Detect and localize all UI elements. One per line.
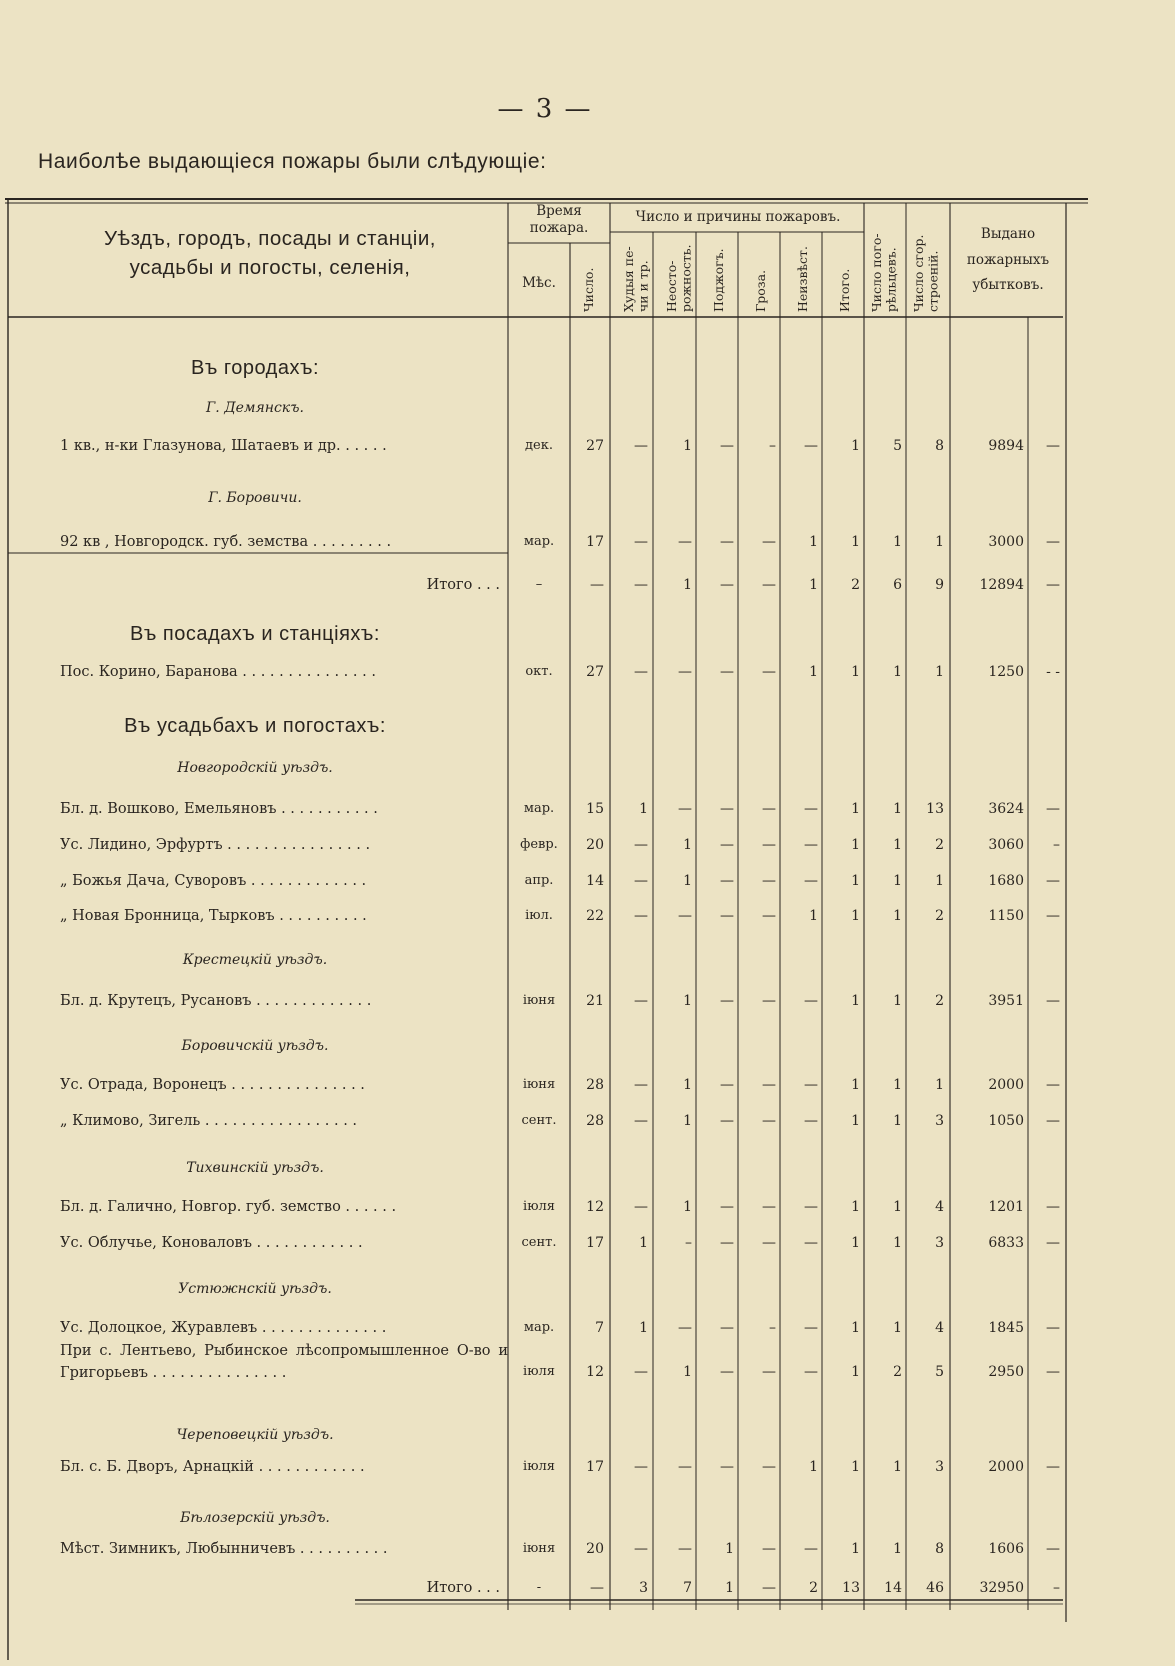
table-row-label bbox=[60, 1320, 508, 1336]
table-row-label bbox=[60, 908, 508, 924]
cell-cause-lightning: – bbox=[769, 1320, 776, 1336]
cell-victims: 2 bbox=[893, 1364, 902, 1380]
cell-buildings: 9 bbox=[935, 577, 944, 593]
cell-day: 20 bbox=[586, 1541, 604, 1557]
cell-cause-stoves: — bbox=[634, 438, 648, 454]
leader-dots: . . . . . . . . . bbox=[308, 534, 392, 550]
cell-victims: 6 bbox=[893, 577, 902, 593]
cell-cause-lightning: — bbox=[762, 664, 776, 680]
cell-cause-careless: — bbox=[678, 1459, 692, 1475]
cell-buildings: 4 bbox=[935, 1320, 944, 1336]
cell-cause-stoves: — bbox=[634, 1113, 648, 1129]
table-row-label bbox=[60, 873, 508, 889]
cell-day: 7 bbox=[595, 1320, 604, 1336]
row-label-text: Бл. д. Крутецъ, Русановъ bbox=[60, 993, 252, 1009]
cell-cause-arson: — bbox=[720, 908, 734, 924]
cell-day: — bbox=[590, 577, 604, 593]
cell-victims: 1 bbox=[893, 908, 902, 924]
cell-cause-unknown: — bbox=[804, 1235, 818, 1251]
cell-victims: 1 bbox=[893, 1077, 902, 1093]
cell-buildings: 8 bbox=[935, 1541, 944, 1557]
cell-cause-lightning: — bbox=[762, 908, 776, 924]
table-row-label bbox=[60, 1235, 508, 1251]
table-row-label bbox=[60, 993, 508, 1009]
leader-dots: . . . . . . . . . . . . . bbox=[246, 873, 367, 889]
place-cherepovets-uezd: Череповецкій уѣздъ. bbox=[176, 1427, 334, 1443]
cell-month: іюня bbox=[522, 1077, 556, 1092]
cell-cause-lightning: — bbox=[762, 1235, 776, 1251]
cell-buildings: 3 bbox=[935, 1113, 944, 1129]
cell-cause-unknown: — bbox=[804, 801, 818, 817]
place-tikhvin-uezd: Тихвинскій уѣздъ. bbox=[186, 1160, 324, 1176]
total-row-label bbox=[60, 577, 500, 593]
row-label-text: Ус. Лидино, Эрфуртъ bbox=[60, 837, 223, 853]
cell-cause-total: 1 bbox=[851, 1199, 860, 1215]
leader-dots: . . . . . . bbox=[340, 1199, 397, 1215]
cell-month: февр. bbox=[520, 837, 558, 852]
header-buildings: Число сгор. строеній. bbox=[911, 234, 941, 312]
table-row-label bbox=[60, 801, 508, 817]
cell-buildings: 2 bbox=[935, 837, 944, 853]
cell-buildings: 2 bbox=[935, 908, 944, 924]
cell-cause-total: 1 bbox=[851, 993, 860, 1009]
section-estates: Въ усадьбахъ и погостахъ: bbox=[124, 715, 386, 737]
cell-cause-arson: — bbox=[720, 438, 734, 454]
cell-cause-careless: 1 bbox=[683, 993, 692, 1009]
cell-victims: 1 bbox=[893, 1459, 902, 1475]
cell-cause-total: 1 bbox=[851, 1541, 860, 1557]
cell-buildings: 46 bbox=[926, 1580, 944, 1596]
cell-cause-careless: 1 bbox=[683, 873, 692, 889]
cell-day: 17 bbox=[586, 534, 604, 550]
row-label-text: 1 кв., н-ки Глазунова, Шатаевъ и др. bbox=[60, 438, 341, 454]
cell-paid: 3951 bbox=[988, 993, 1024, 1009]
cell-cause-careless: 1 bbox=[683, 837, 692, 853]
leader-dots: . . . . . . . . . . . . bbox=[253, 1459, 365, 1475]
cell-cause-unknown: 1 bbox=[809, 534, 818, 550]
row-label-text: Пос. Корино, Баранова bbox=[60, 664, 238, 680]
table-row-label bbox=[60, 1113, 508, 1129]
row-label-text: 92 кв , Новгородск. губ. земства bbox=[60, 534, 309, 550]
cell-extra: — bbox=[1046, 993, 1060, 1009]
cell-day: 27 bbox=[586, 438, 604, 454]
cell-day: 14 bbox=[586, 873, 604, 889]
cell-extra: — bbox=[1046, 534, 1060, 550]
cell-cause-total: 1 bbox=[851, 1113, 860, 1129]
cell-extra: — bbox=[1046, 908, 1060, 924]
cell-extra: — bbox=[1046, 873, 1060, 889]
cell-victims: 1 bbox=[893, 1235, 902, 1251]
header-main: Уѣздъ, городъ, посады и станціи, усадьбы и погосты, селенія, bbox=[103, 227, 436, 279]
leader-dots: . . . bbox=[472, 577, 500, 593]
cell-victims: 1 bbox=[893, 1320, 902, 1336]
intro-text: Наиболѣе выдающіеся пожары были слѣдующіе: bbox=[38, 150, 547, 173]
cell-victims: 1 bbox=[893, 873, 902, 889]
cell-extra: — bbox=[1046, 1199, 1060, 1215]
cell-month: - bbox=[536, 1580, 542, 1595]
cell-cause-careless: 1 bbox=[683, 1199, 692, 1215]
table-row-label bbox=[60, 1459, 508, 1475]
cell-cause-unknown: — bbox=[804, 1077, 818, 1093]
cell-cause-unknown: 1 bbox=[809, 664, 818, 680]
cell-cause-unknown: — bbox=[804, 873, 818, 889]
cell-cause-lightning: — bbox=[762, 801, 776, 817]
row-label-text: Бл. с. Б. Дворъ, Арнацкій bbox=[60, 1459, 254, 1475]
cell-month: окт. bbox=[525, 664, 553, 679]
cell-cause-stoves: 1 bbox=[639, 801, 648, 817]
cell-cause-lightning: — bbox=[762, 837, 776, 853]
cell-cause-stoves: — bbox=[634, 993, 648, 1009]
row-label-text: „ Климово, Зигель bbox=[60, 1113, 201, 1129]
cell-day: 27 bbox=[586, 664, 604, 680]
cell-cause-arson: — bbox=[720, 534, 734, 550]
cell-cause-unknown: — bbox=[804, 993, 818, 1009]
cell-day: 15 bbox=[586, 801, 604, 817]
cell-cause-arson: — bbox=[720, 1459, 734, 1475]
cell-cause-careless: 1 bbox=[683, 1364, 692, 1380]
cell-month: мар. bbox=[523, 534, 555, 549]
cell-victims: 1 bbox=[893, 993, 902, 1009]
cell-extra: - - bbox=[1046, 664, 1060, 680]
table-row-label bbox=[60, 1077, 508, 1093]
cell-victims: 1 bbox=[893, 534, 902, 550]
cell-cause-arson: — bbox=[720, 1320, 734, 1336]
cell-cause-total: 1 bbox=[851, 801, 860, 817]
cell-day: 22 bbox=[586, 908, 604, 924]
table-row-label bbox=[60, 1541, 508, 1557]
cell-cause-arson: 1 bbox=[725, 1541, 734, 1557]
cell-cause-arson: — bbox=[720, 837, 734, 853]
cell-paid: 1201 bbox=[988, 1199, 1024, 1215]
cell-paid: 1050 bbox=[988, 1113, 1024, 1129]
cell-day: 28 bbox=[586, 1113, 604, 1129]
header-victims: Число пого-рѣльцевъ. bbox=[869, 233, 899, 312]
table-row-label bbox=[60, 837, 508, 853]
table-row-label bbox=[60, 1199, 508, 1215]
cell-victims: 1 bbox=[893, 837, 902, 853]
row-label-text: Итого bbox=[426, 577, 473, 593]
cell-cause-lightning: — bbox=[762, 1113, 776, 1129]
table-row-label bbox=[60, 438, 508, 454]
cell-cause-stoves: — bbox=[634, 1541, 648, 1557]
cell-cause-lightning: — bbox=[762, 1459, 776, 1475]
section-towns: Въ городахъ: bbox=[190, 357, 320, 379]
leader-dots: . . . . . . . . . . . . bbox=[251, 1235, 363, 1251]
cell-paid: 32950 bbox=[979, 1580, 1024, 1596]
header-cause-3: Поджогъ. bbox=[711, 248, 726, 312]
cell-victims: 14 bbox=[884, 1580, 902, 1596]
cell-cause-total: 1 bbox=[851, 1077, 860, 1093]
table-row-label bbox=[60, 664, 508, 680]
cell-paid: 2000 bbox=[988, 1077, 1024, 1093]
cell-paid: 3624 bbox=[988, 801, 1024, 817]
cell-paid: 2950 bbox=[988, 1364, 1024, 1380]
cell-cause-total: 1 bbox=[851, 438, 860, 454]
total-row-label bbox=[60, 1580, 500, 1596]
cell-day: 20 bbox=[586, 837, 604, 853]
header-cause-6: Итого. bbox=[837, 268, 852, 312]
place-ustyuzhna-uezd: Устюжнскій уѣздъ. bbox=[178, 1281, 332, 1297]
cell-cause-stoves: — bbox=[634, 1199, 648, 1215]
cell-cause-arson: 1 bbox=[725, 1580, 734, 1596]
cell-buildings: 1 bbox=[935, 1077, 944, 1093]
leader-dots: . . . . . . . . . . . . . . . bbox=[237, 664, 376, 680]
cell-cause-arson: — bbox=[720, 993, 734, 1009]
cell-cause-stoves: — bbox=[634, 534, 648, 550]
place-krestcy-uezd: Крестецкій уѣздъ. bbox=[182, 952, 328, 968]
cell-paid: 3000 bbox=[988, 534, 1024, 550]
cell-cause-unknown: — bbox=[804, 1541, 818, 1557]
leader-dots: . . . . . . . . . . . . . . . bbox=[148, 1365, 287, 1382]
cell-buildings: 3 bbox=[935, 1459, 944, 1475]
leader-dots: . . . . . . . . . . . . . . . . bbox=[222, 837, 371, 853]
cell-cause-unknown: 2 bbox=[809, 1580, 818, 1596]
cell-day: 17 bbox=[586, 1235, 604, 1251]
cell-cause-careless: 7 bbox=[683, 1580, 692, 1596]
cell-buildings: 3 bbox=[935, 1235, 944, 1251]
section-posady: Въ посадахъ и станціяхъ: bbox=[130, 623, 380, 645]
cell-victims: 1 bbox=[893, 1113, 902, 1129]
cell-cause-stoves: — bbox=[634, 664, 648, 680]
cell-cause-careless: 1 bbox=[683, 1113, 692, 1129]
cell-cause-stoves: 3 bbox=[639, 1580, 648, 1596]
row-label-text: Бл. д. Галично, Новгор. губ. земство bbox=[60, 1199, 341, 1215]
cell-cause-careless: — bbox=[678, 664, 692, 680]
cell-cause-careless: – bbox=[685, 1235, 692, 1251]
cell-cause-unknown: — bbox=[804, 438, 818, 454]
place-belozersk-uezd: Бѣлозерскій уѣздъ. bbox=[180, 1510, 330, 1526]
cell-cause-careless: 1 bbox=[683, 438, 692, 454]
cell-extra: – bbox=[1053, 1580, 1060, 1596]
cell-day: — bbox=[590, 1580, 604, 1596]
cell-cause-arson: — bbox=[720, 1077, 734, 1093]
leader-dots: . . . . . bbox=[340, 438, 387, 454]
cell-month: іюня bbox=[522, 1541, 556, 1556]
cell-day: 28 bbox=[586, 1077, 604, 1093]
cell-cause-stoves: — bbox=[634, 908, 648, 924]
cell-cause-unknown: 1 bbox=[809, 908, 818, 924]
row-label-text: „ Божья Дача, Суворовъ bbox=[60, 873, 247, 889]
cell-paid: 9894 bbox=[988, 438, 1024, 454]
leader-dots: . . . . . . . . . . bbox=[295, 1541, 388, 1557]
row-label-text: Ус. Отрада, Воронецъ bbox=[60, 1077, 227, 1093]
cell-extra: — bbox=[1046, 1541, 1060, 1557]
cell-cause-stoves: — bbox=[634, 1077, 648, 1093]
cell-buildings: 1 bbox=[935, 534, 944, 550]
cell-cause-careless: — bbox=[678, 908, 692, 924]
cell-paid: 12894 bbox=[979, 577, 1024, 593]
cell-extra: — bbox=[1046, 438, 1060, 454]
cell-buildings: 4 bbox=[935, 1199, 944, 1215]
table-row-label bbox=[60, 1340, 508, 1385]
cell-cause-stoves: 1 bbox=[639, 1235, 648, 1251]
header-cause-1: Худыя пе-чи и тр. bbox=[621, 246, 651, 312]
cell-cause-unknown: — bbox=[804, 1364, 818, 1380]
cell-day: 21 bbox=[586, 993, 604, 1009]
cell-month: іюл. bbox=[525, 908, 553, 923]
cell-month: сент. bbox=[521, 1235, 557, 1250]
cell-cause-arson: — bbox=[720, 1113, 734, 1129]
cell-extra: — bbox=[1046, 1077, 1060, 1093]
cell-month: мар. bbox=[523, 801, 555, 816]
leader-dots: . . . . . . . . . . . . . . . . . bbox=[200, 1113, 358, 1129]
cell-cause-stoves: — bbox=[634, 837, 648, 853]
row-label-text: Ус. Облучье, Коноваловъ bbox=[60, 1235, 252, 1251]
cell-paid: 2000 bbox=[988, 1459, 1024, 1475]
cell-extra: — bbox=[1046, 801, 1060, 817]
leader-dots: . . . . . . . . . . . bbox=[276, 801, 378, 817]
cell-paid: 1606 bbox=[988, 1541, 1024, 1557]
cell-month: апр. bbox=[524, 873, 554, 888]
row-label-text: Ус. Долоцкое, Журавлевъ bbox=[60, 1320, 258, 1336]
header-month: Мѣс. bbox=[522, 275, 556, 291]
cell-buildings: 1 bbox=[935, 664, 944, 680]
leader-dots: . . . bbox=[472, 1580, 500, 1596]
cell-cause-total: 1 bbox=[851, 1459, 860, 1475]
cell-cause-careless: — bbox=[678, 801, 692, 817]
header-time-group: Время пожара. bbox=[529, 203, 589, 236]
cell-cause-unknown: 1 bbox=[809, 1459, 818, 1475]
cell-cause-total: 1 bbox=[851, 837, 860, 853]
cell-cause-arson: — bbox=[720, 1235, 734, 1251]
cell-victims: 1 bbox=[893, 1541, 902, 1557]
cell-extra: — bbox=[1046, 1235, 1060, 1251]
cell-buildings: 5 bbox=[935, 1364, 944, 1380]
cell-cause-lightning: — bbox=[762, 1077, 776, 1093]
header-cause-4: Гроза. bbox=[753, 269, 768, 312]
cell-extra: — bbox=[1046, 1364, 1060, 1380]
cell-cause-stoves: 1 bbox=[639, 1320, 648, 1336]
cell-buildings: 2 bbox=[935, 993, 944, 1009]
cell-cause-careless: — bbox=[678, 534, 692, 550]
cell-cause-stoves: — bbox=[634, 1364, 648, 1380]
cell-cause-lightning: — bbox=[762, 534, 776, 550]
cell-cause-total: 2 bbox=[851, 577, 860, 593]
row-label-text: „ Новая Бронница, Тырковъ bbox=[60, 908, 275, 924]
cell-cause-unknown: — bbox=[804, 1199, 818, 1215]
cell-month: сент. bbox=[521, 1113, 557, 1128]
cell-cause-lightning: — bbox=[762, 1199, 776, 1215]
place-borovichi-uezd: Боровичскій уѣздъ. bbox=[181, 1038, 329, 1054]
header-causes-group: Число и причины пожаровъ. bbox=[635, 209, 841, 225]
cell-cause-careless: — bbox=[678, 1541, 692, 1557]
cell-buildings: 13 bbox=[926, 801, 944, 817]
cell-extra: — bbox=[1046, 1113, 1060, 1129]
cell-paid: 1680 bbox=[988, 873, 1024, 889]
cell-cause-total: 1 bbox=[851, 534, 860, 550]
cell-cause-lightning: — bbox=[762, 1364, 776, 1380]
cell-cause-unknown: 1 bbox=[809, 577, 818, 593]
cell-cause-total: 1 bbox=[851, 1235, 860, 1251]
cell-victims: 1 bbox=[893, 1199, 902, 1215]
place-demyansk: Г. Демянскъ. bbox=[206, 400, 304, 416]
cell-paid: 1250 bbox=[988, 664, 1024, 680]
cell-cause-arson: — bbox=[720, 1199, 734, 1215]
cell-victims: 5 bbox=[893, 438, 902, 454]
cell-month: мар. bbox=[523, 1320, 555, 1335]
cell-paid: 1845 bbox=[988, 1320, 1024, 1336]
cell-cause-total: 1 bbox=[851, 664, 860, 680]
leader-dots: . . . . . . . . . . . . . . . bbox=[226, 1077, 365, 1093]
cell-cause-unknown: — bbox=[804, 1320, 818, 1336]
page-number: — 3 — bbox=[497, 94, 593, 124]
row-label-text: Итого bbox=[426, 1580, 473, 1596]
cell-day: 12 bbox=[586, 1199, 604, 1215]
cell-extra: — bbox=[1046, 577, 1060, 593]
cell-victims: 1 bbox=[893, 664, 902, 680]
place-borovichi: Г. Боровичи. bbox=[208, 490, 302, 506]
place-novgorod-uezd: Новгородскій уѣздъ. bbox=[177, 760, 333, 776]
header-day: Число. bbox=[581, 267, 596, 312]
cell-paid: 3060 bbox=[988, 837, 1024, 853]
cell-month: іюля bbox=[523, 1364, 555, 1379]
header-cause-2: Неосто-рожность. bbox=[664, 244, 694, 312]
cell-paid: 1150 bbox=[988, 908, 1024, 924]
cell-cause-lightning: — bbox=[762, 1541, 776, 1557]
cell-day: 17 bbox=[586, 1459, 604, 1475]
cell-cause-careless: 1 bbox=[683, 577, 692, 593]
cell-buildings: 1 bbox=[935, 873, 944, 889]
cell-month: іюня bbox=[522, 993, 556, 1008]
cell-month: іюля bbox=[523, 1459, 555, 1474]
cell-cause-arson: — bbox=[720, 664, 734, 680]
cell-paid: 6833 bbox=[988, 1235, 1024, 1251]
cell-cause-lightning: — bbox=[762, 873, 776, 889]
cell-cause-stoves: — bbox=[634, 1459, 648, 1475]
header-cause-5: Неизвѣст. bbox=[795, 246, 810, 312]
cell-cause-arson: — bbox=[720, 801, 734, 817]
header-paid: Выдано пожарныхъ убытковъ. bbox=[966, 226, 1050, 294]
cell-month: – bbox=[535, 577, 543, 592]
cell-cause-arson: — bbox=[720, 873, 734, 889]
cell-cause-total: 1 bbox=[851, 1320, 860, 1336]
cell-cause-lightning: — bbox=[762, 577, 776, 593]
cell-extra: – bbox=[1053, 837, 1060, 853]
cell-month: іюля bbox=[523, 1199, 555, 1214]
leader-dots: . . . . . . . . . . . . . bbox=[251, 993, 372, 1009]
cell-day: 12 bbox=[586, 1364, 604, 1380]
cell-cause-stoves: — bbox=[634, 577, 648, 593]
row-label-text: При с. Лентьево, Рыбинское лѣсопромышленное О-во и Григорьевъ bbox=[60, 1343, 508, 1382]
leader-dots: . . . . . . . . . . bbox=[274, 908, 367, 924]
cell-cause-total: 1 bbox=[851, 908, 860, 924]
table-row-label bbox=[60, 534, 508, 550]
row-label-text: Мѣст. Зимникъ, Любынничевъ bbox=[60, 1541, 296, 1557]
cell-month: дек. bbox=[525, 438, 553, 453]
leader-dots: . . . . . . . . . . . . . . bbox=[257, 1320, 387, 1336]
row-label-text: Бл. д. Вошково, Емельяновъ bbox=[60, 801, 277, 817]
cell-cause-lightning: – bbox=[769, 438, 776, 454]
cell-cause-lightning: — bbox=[762, 993, 776, 1009]
cell-cause-stoves: — bbox=[634, 873, 648, 889]
cell-cause-total: 1 bbox=[851, 873, 860, 889]
cell-cause-total: 1 bbox=[851, 1364, 860, 1380]
cell-cause-careless: — bbox=[678, 1320, 692, 1336]
cell-cause-unknown: — bbox=[804, 1113, 818, 1129]
cell-cause-arson: — bbox=[720, 577, 734, 593]
cell-victims: 1 bbox=[893, 801, 902, 817]
cell-cause-total: 13 bbox=[842, 1580, 860, 1596]
cell-cause-lightning: — bbox=[762, 1580, 776, 1596]
cell-extra: — bbox=[1046, 1459, 1060, 1475]
cell-cause-unknown: — bbox=[804, 837, 818, 853]
cell-extra: — bbox=[1046, 1320, 1060, 1336]
cell-cause-careless: 1 bbox=[683, 1077, 692, 1093]
cell-buildings: 8 bbox=[935, 438, 944, 454]
cell-cause-arson: — bbox=[720, 1364, 734, 1380]
